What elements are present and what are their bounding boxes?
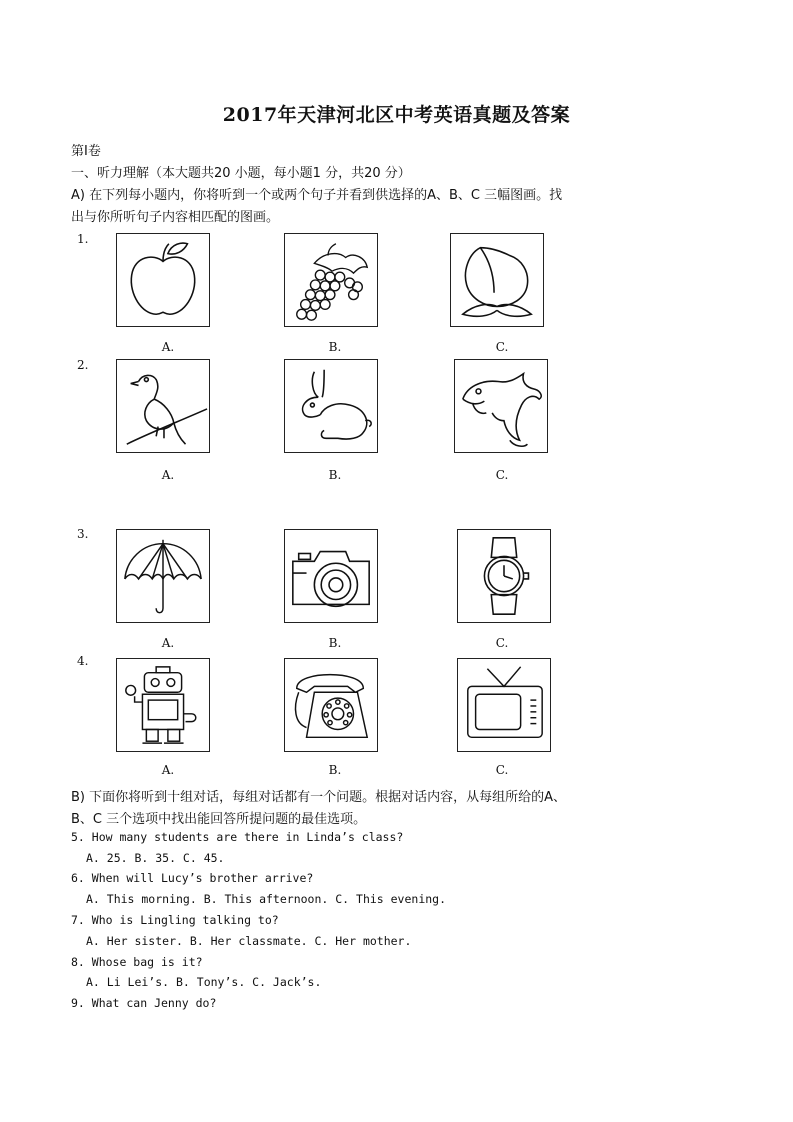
option-label-3b: B. — [328, 636, 342, 650]
option-label-4a: A. — [161, 763, 175, 777]
question-9: 9. What can Jenny do? — [71, 996, 217, 1010]
question-5: 5. How many students are there in Linda’s class? — [71, 830, 404, 844]
section-label: 第Ⅰ卷 — [71, 144, 101, 159]
peach-icon — [450, 233, 544, 327]
partB-instruction-line2: B、C 三个选项中找出能回答所提问题的最佳选项。 — [71, 812, 367, 827]
telephone-icon — [284, 658, 378, 752]
camera-icon — [284, 529, 378, 623]
part1-heading: 一、听力理解（本大题共20 小题，每小题1 分，共20 分） — [71, 166, 411, 181]
bird-icon — [116, 359, 210, 453]
option-label-4c: C. — [495, 763, 509, 777]
robot-icon — [116, 658, 210, 752]
question-8-options: A. Li Lei’s. B. Tony’s. C. Jack’s. — [86, 975, 322, 989]
grapes-icon — [284, 233, 378, 327]
option-label-1b: B. — [328, 340, 342, 354]
question-number-3: 3. — [77, 527, 89, 541]
question-6-options: A. This morning. B. This afternoon. C. This evening. — [86, 892, 447, 906]
partB-instruction-line1: B) 下面你将听到十组对话，每组对话都有一个问题。根据对话内容，从每组所给的A、 — [71, 790, 567, 805]
rabbit-icon — [284, 359, 378, 453]
partA-instruction-line2: 出与你所听句子内容相匹配的图画。 — [71, 210, 280, 225]
question-number-4: 4. — [77, 654, 89, 668]
option-label-2a: A. — [161, 468, 175, 482]
question-6: 6. When will Lucy’s brother arrive? — [71, 871, 314, 885]
watch-icon — [457, 529, 551, 623]
question-5-options: A. 25. B. 35. C. 45. — [86, 851, 225, 865]
option-label-2b: B. — [328, 468, 342, 482]
question-8: 8. Whose bag is it? — [71, 955, 203, 969]
question-number-2: 2. — [77, 358, 89, 372]
option-label-2c: C. — [495, 468, 509, 482]
option-label-3c: C. — [495, 636, 509, 650]
question-number-1: 1. — [77, 232, 89, 246]
question-7: 7. Who is Lingling talking to? — [71, 913, 279, 927]
partA-instruction-line1: A) 在下列每小题内，你将听到一个或两个句子并看到供选择的A、B、C 三幅图画。找 — [71, 188, 563, 203]
page-title: 2017年天津河北区中考英语真题及答案 — [222, 104, 571, 126]
umbrella-icon — [116, 529, 210, 623]
question-7-options: A. Her sister. B. Her classmate. C. Her mother. — [86, 934, 412, 948]
option-label-1a: A. — [161, 340, 175, 354]
option-label-4b: B. — [328, 763, 342, 777]
tv-icon — [457, 658, 551, 752]
dolphin-icon — [454, 359, 548, 453]
apple-icon — [116, 233, 210, 327]
option-label-1c: C. — [495, 340, 509, 354]
option-label-3a: A. — [161, 636, 175, 650]
